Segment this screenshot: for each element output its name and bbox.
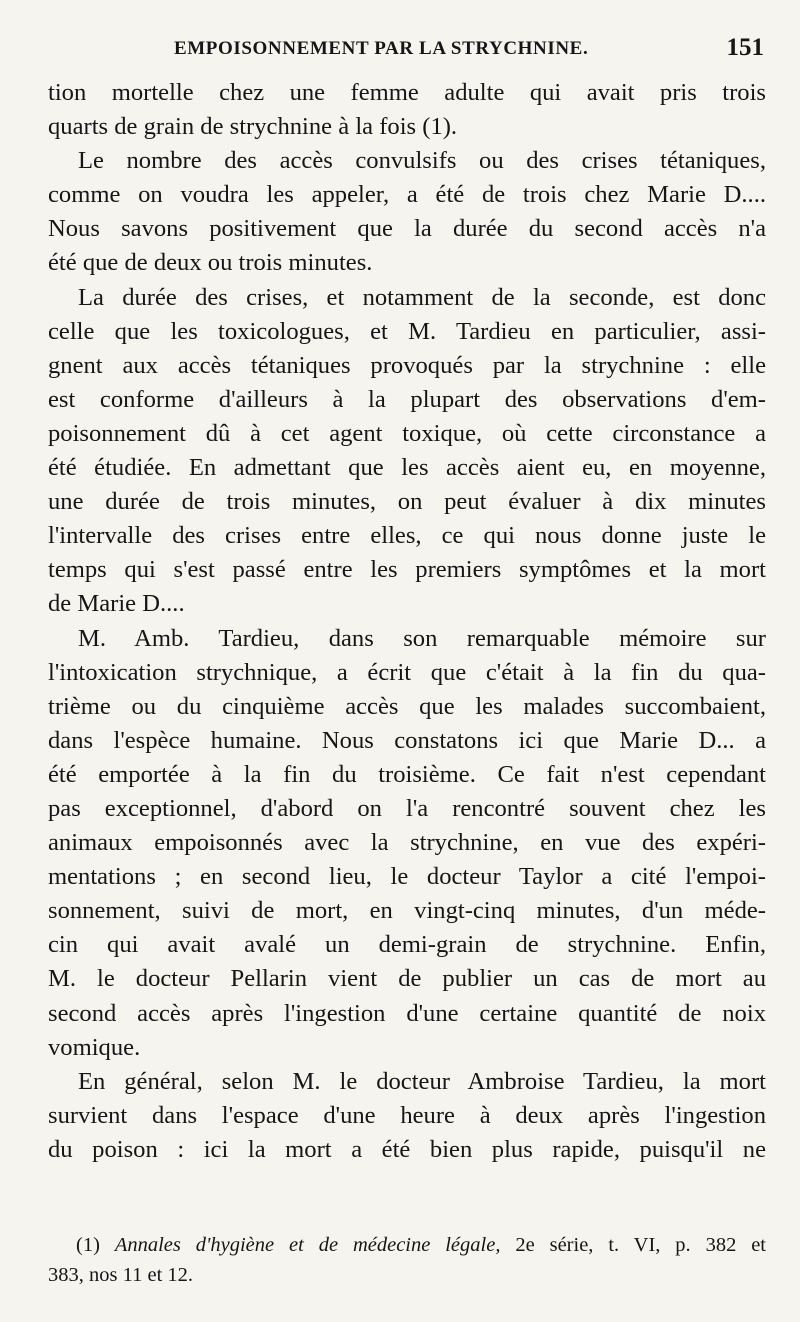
text-line: celle que les toxicologues, et M. Tardieu en particulier, assi- xyxy=(48,317,766,345)
text-line: mentations ; en second lieu, le docteur Taylor a cité l'empoi- xyxy=(48,863,766,891)
text-line: été que de deux ou trois minutes. xyxy=(48,249,373,277)
footnote-reference: 2e série, t. VI, p. 382 et xyxy=(515,1234,767,1256)
paragraph-start-line: M. Amb. Tardieu, dans son remarquable mémoire sur xyxy=(78,624,766,652)
page-number: 151 xyxy=(726,34,764,61)
text-line: une durée de trois minutes, on peut évaluer à dix minutes xyxy=(48,488,766,516)
text-line: l'intervalle des crises entre elles, ce qui nous donne juste le xyxy=(48,522,766,550)
footnote-line: 383, nos 11 et 12. xyxy=(48,1264,194,1286)
text-line: dans l'espèce humaine. Nous constatons ici que Marie D... a xyxy=(48,726,766,754)
text-line: Nous savons positivement que la durée du second accès n'a xyxy=(48,215,766,243)
text-line: poisonnement dû à cet agent toxique, où cette circonstance a xyxy=(48,419,766,447)
text-line: cin qui avait avalé un demi-grain de strychnine. Enfin, xyxy=(48,931,766,959)
text-line: l'intoxication strychnique, a écrit que c'était à la fin du qua- xyxy=(48,658,766,686)
paragraph-start-line: Le nombre des accès convulsifs ou des crises tétaniques, xyxy=(78,147,766,175)
footnote-line xyxy=(48,1230,766,1260)
text-line: du poison : ici la mort a été bien plus rapide, puisqu'il ne xyxy=(48,1135,766,1163)
text-line: trième ou du cinquième accès que les malades succombaient, xyxy=(48,692,766,720)
text-line: comme on voudra les appeler, a été de trois chez Marie D.... xyxy=(48,181,766,209)
text-line: pas exceptionnel, d'abord on l'a rencontré souvent chez les xyxy=(48,794,766,822)
footnote-marker: (1) xyxy=(76,1234,100,1256)
running-header xyxy=(52,34,764,68)
text-line: de Marie D.... xyxy=(48,590,185,618)
text-line: été emportée à la fin du troisième. Ce fait n'est cependant xyxy=(48,760,766,788)
footnote xyxy=(48,1230,766,1290)
footnote-source-title: Annales d'hygiène et de médecine légale, xyxy=(114,1234,501,1256)
text-line: tion mortelle chez une femme adulte qui avait pris trois xyxy=(48,79,766,106)
text-line: vomique. xyxy=(48,1033,141,1061)
paragraph-start-line: La durée des crises, et notamment de la seconde, est donc xyxy=(78,283,766,311)
text-line: animaux empoisonnés avec la strychnine, en vue des expéri- xyxy=(48,829,766,857)
text-line: quarts de grain de strychnine à la fois (1). xyxy=(48,113,458,141)
text-line: M. le docteur Pellarin vient de publier un cas de mort au xyxy=(48,965,766,993)
text-line: gnent aux accès tétaniques provoqués par la strychnine : elle xyxy=(48,351,766,379)
running-title: EMPOISONNEMENT PAR LA STRYCHNINE. xyxy=(174,38,589,59)
paragraph-start-line: En général, selon M. le docteur Ambroise Tardieu, la mort xyxy=(78,1067,766,1095)
text-line: sonnement, suivi de mort, en vingt-cinq minutes, d'un méde- xyxy=(48,897,766,925)
text-line: temps qui s'est passé entre les premiers symptômes et la mort xyxy=(48,556,766,584)
text-line: été étudiée. En admettant que les accès aient eu, en moyenne, xyxy=(48,454,766,482)
text-line: survient dans l'espace d'une heure à deux après l'ingestion xyxy=(48,1101,766,1129)
text-line: est conforme d'ailleurs à la plupart des observations d'em- xyxy=(48,385,766,413)
text-line: second accès après l'ingestion d'une certaine quantité de noix xyxy=(48,999,766,1027)
body-text xyxy=(48,76,766,1167)
